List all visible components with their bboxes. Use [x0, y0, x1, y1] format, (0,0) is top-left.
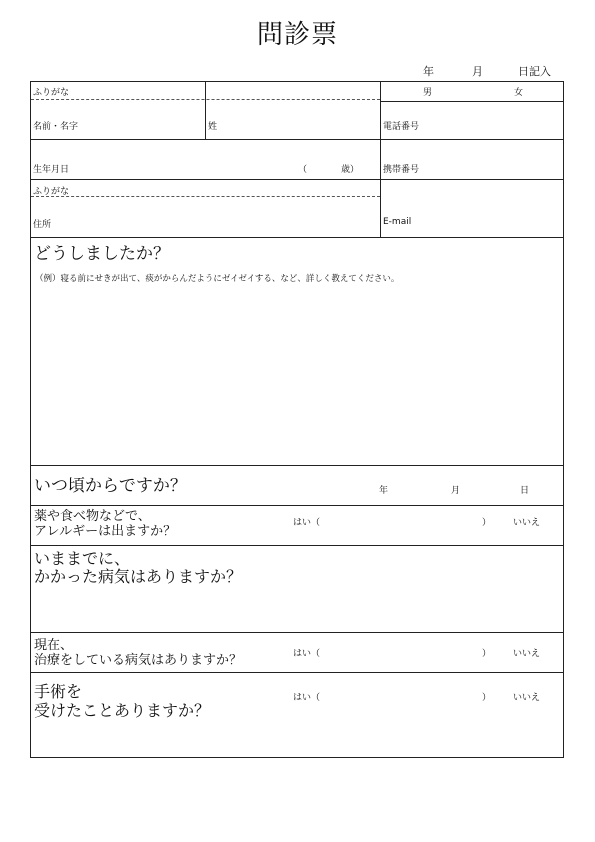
treatment-no-option[interactable]: いいえ [513, 649, 541, 659]
header-divider-right [380, 81, 381, 237]
surgery-question-line1: 手術を [34, 682, 83, 701]
mobile-label: 携帯番号 [383, 165, 420, 175]
email-label: E-mail [383, 217, 412, 227]
address-furigana-label: ふりがな [33, 187, 70, 197]
since-year-label: 年 [379, 486, 389, 496]
symptoms-example: （例）寝る前にせきが出て、痰がからんだようにゼイゼイする、など、詳しく教えてください。 [35, 274, 400, 284]
past-illness-line2: かかった病気はありますか？ [34, 567, 243, 586]
furigana-dashline [31, 99, 380, 100]
row-line-birth [30, 179, 564, 180]
page-title: 問診票 [256, 20, 338, 50]
male-option[interactable]: 男 [423, 88, 433, 98]
surgery-yes-option[interactable]: はい（ [293, 693, 321, 703]
allergy-question-line1: 薬や食べ物などで、 [34, 509, 151, 524]
allergy-close-paren: ） [482, 518, 492, 528]
row-line-past-illness [30, 632, 564, 633]
treatment-close-paren: ） [482, 649, 492, 659]
allergy-no-option[interactable]: いいえ [513, 518, 541, 528]
header-divider-mid [205, 81, 206, 139]
date-month-label: 月 [472, 65, 483, 78]
surgery-close-paren: ） [482, 693, 492, 703]
date-year-label: 年 [423, 65, 434, 78]
row-line-symptoms [30, 465, 564, 466]
gender-row-line [380, 101, 564, 102]
allergy-question-line2: アレルギーは出ますか？ [34, 524, 177, 539]
since-question: いつ頃からですか？ [34, 476, 187, 496]
surgery-question-line2: 受けたことありますか？ [34, 701, 211, 720]
address-label: 住所 [33, 220, 52, 230]
treatment-question-line1: 現在、 [34, 638, 74, 653]
row-line-name [30, 139, 564, 140]
surgery-no-option[interactable]: いいえ [513, 693, 541, 703]
age-open-paren: （ [298, 165, 308, 175]
row-line-address [30, 237, 564, 238]
treatment-yes-option[interactable]: はい（ [293, 649, 321, 659]
row-line-since [30, 505, 564, 506]
name-label: 名前・名字 [33, 122, 79, 132]
furigana-label: ふりがな [33, 88, 70, 98]
date-day-label: 日記入 [518, 65, 551, 78]
surname-label: 姓 [208, 122, 218, 132]
past-illness-line1: いままでに、 [34, 549, 131, 568]
row-line-allergy [30, 545, 564, 546]
symptoms-question: どうしましたか？ [34, 244, 170, 264]
address-furigana-dashline [31, 196, 380, 197]
since-day-label: 日 [520, 486, 530, 496]
row-line-treatment [30, 672, 564, 673]
since-month-label: 月 [451, 486, 461, 496]
treatment-question-line2: 治療をしている病気はありますか？ [34, 653, 243, 668]
birthdate-label: 生年月日 [33, 165, 70, 175]
phone-label: 電話番号 [383, 122, 420, 132]
female-option[interactable]: 女 [514, 88, 524, 98]
age-label: 歳） [341, 165, 360, 175]
allergy-yes-option[interactable]: はい（ [293, 518, 321, 528]
